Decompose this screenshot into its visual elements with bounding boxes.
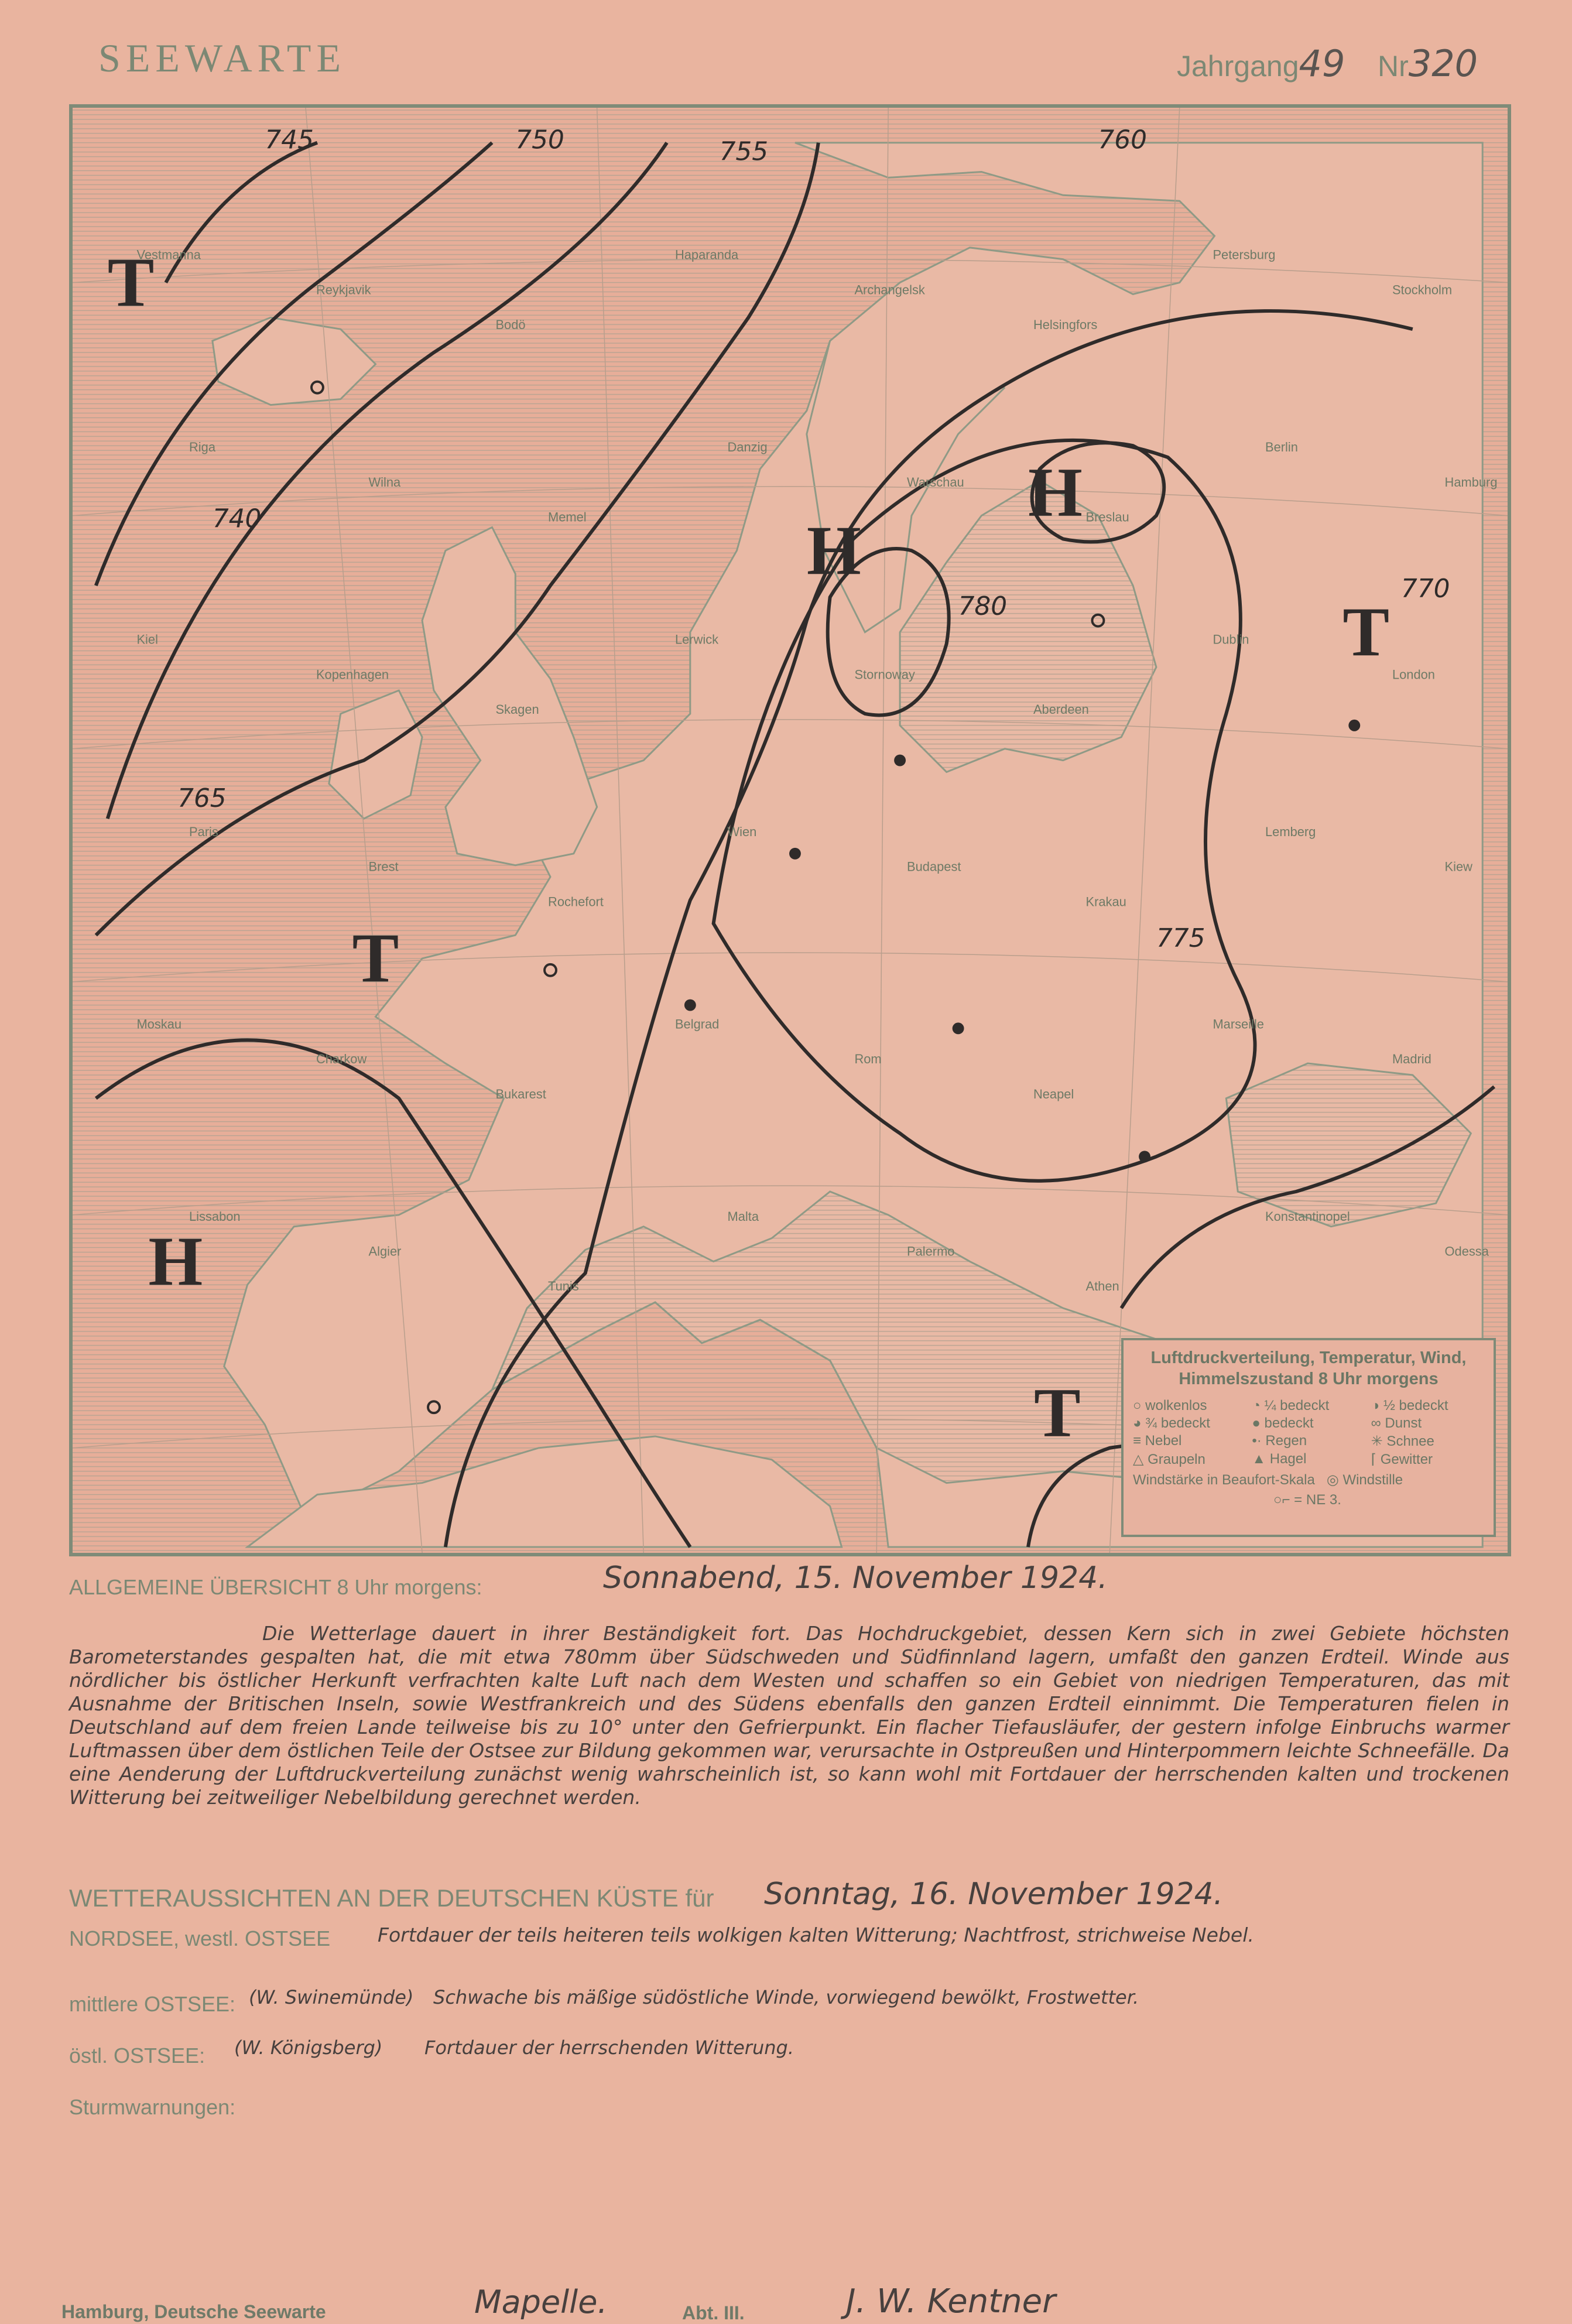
forecast-region-mittlere-ostsee: mittlere OSTSEE: (69, 1992, 236, 2016)
forecast-region-nordsee: NORDSEE, westl. OSTSEE (69, 1926, 331, 1950)
forecast-region-oestl-ostsee: östl. OSTSEE: (69, 2044, 206, 2068)
legend-item: ◕ ¾ bedeckt (1133, 1415, 1210, 1431)
legend-title: Luftdruckverteilung, Temperatur, Wind, Himmelszustand 8 Uhr morgens (1150, 1348, 1467, 1388)
legend-beaufort: Windstärke in Beaufort-Skala (1133, 1472, 1315, 1488)
place-label: Belgrad (674, 1016, 720, 1032)
legend-item: ≡ Nebel (1133, 1433, 1182, 1449)
legend-item: •· Regen (1252, 1433, 1307, 1449)
place-label: Dublin (1213, 632, 1249, 647)
isobar-label-745: 745 (265, 125, 314, 155)
place-label: Berlin (1265, 440, 1298, 455)
pressure-center-low: T (1033, 1374, 1081, 1452)
place-label: Tunis (548, 1279, 579, 1294)
forecast-text-oestl-ostsee: Fortdauer der herrschenden Witterung. (424, 2037, 794, 2059)
place-label: Odessa (1444, 1244, 1489, 1259)
storm-warnings-label: Sturmwarnungen: (69, 2095, 236, 2119)
place-label: Hamburg (1444, 474, 1498, 490)
forecast-station-swinemuende: (W. Swinemünde) (249, 1986, 414, 2008)
map-legend (1121, 1338, 1496, 1537)
place-label: Helsingfors (1033, 317, 1098, 333)
place-label: Aberdeen (1033, 701, 1089, 717)
place-label: Wilna (368, 474, 401, 490)
place-label: Madrid (1392, 1052, 1431, 1067)
place-label: Lissabon (189, 1209, 241, 1224)
pressure-center-high: H (806, 512, 861, 590)
place-label: Skagen (495, 701, 539, 717)
place-label: Palermo (907, 1244, 955, 1259)
legend-item: ▲ Hagel (1252, 1451, 1307, 1467)
forecast-station-koenigsberg: (W. Königsberg) (234, 2037, 383, 2059)
isobar-label-740: 740 (212, 504, 262, 534)
isobar-label-775: 775 (1156, 923, 1205, 954)
place-label: Algier (368, 1244, 402, 1259)
pressure-center-low: T (107, 244, 155, 321)
forecast-text-nordsee: Fortdauer der teils heiteren teils wolkigen kalten Witterung; Nachtfrost, strichweise Nebel. (378, 1923, 1254, 1946)
pressure-center-low: T (1342, 593, 1390, 671)
place-label: Petersburg (1213, 247, 1276, 262)
legend-item: ◑ ½ bedeckt (1371, 1398, 1448, 1413)
place-label: Lerwick (674, 632, 719, 647)
jahrgang-value: 49 (1299, 42, 1345, 85)
place-label: Stornoway (854, 667, 915, 682)
forecast-text-mittlere-ostsee: Schwache bis mäßige südöstliche Winde, vorwiegend bewölkt, Frostwetter. (433, 1986, 1139, 2008)
legend-item: ∞ Dunst (1371, 1415, 1422, 1431)
publisher: Hamburg, Deutsche Seewarte (61, 2301, 326, 2322)
legend-item: ○ wolkenlos (1133, 1398, 1207, 1413)
overview-text: Die Wetterlage dauert in ihrer Beständigkeit fort. Das Hochdruckgebiet, dessen Kern sich in zwei Gebiete höchsten Barometerstandes gespalten hat, die mit etwa 780mm über Südschweden und Südfinnland lagern, umfaßt den ganzen Erdteil. Winde aus nördlicher bis östlicher Herkunft verfrachten kalte Luft nach dem Westen und schaffen so ein Gebiet von niedrigen Temperaturen, das mit Ausnahme der Britischen Inseln, sowie Westfrankreich und des Südens ebenfalls den ganzen Erdteil einnimmt. Die Temperaturen fielen in Deutschland auf dem freien Lande teilweise bis zu 10° unter den Gefrierpunkt. Ein flacher Tiefausläufer, der gestern infolge Einbruchs warmer Luftmassen über dem östlichen Teile der Ostsee zur Bildung gekommen war, verursachte in Ostpreußen und Hinterpommern leichte Schneefälle. Da eine Aenderung der Luftdruckverteilung zunächst wenig wahrscheinlich ist, so kann wohl mit Fortdauer der herrschenden kalten und trockenen Witterung bei zeitweiliger Nebelbildung gerechnet werden. (69, 1622, 1509, 1809)
forecast-label: WETTERAUSSICHTEN AN DER DEUTSCHEN KÜSTE für (69, 1884, 714, 1912)
place-label: Paris (189, 824, 218, 839)
place-label: Reykjavik (316, 282, 371, 297)
wind-arrow-icon: ○⌐ = (1273, 1492, 1303, 1508)
nr-value: 320 (1408, 42, 1478, 85)
place-label: Stockholm (1392, 282, 1453, 297)
forecast-date: Sonntag, 16. November 1924. (764, 1877, 1224, 1912)
place-label: Kiew (1444, 859, 1472, 874)
place-label: Krakau (1085, 894, 1126, 909)
legend-footer (1133, 1471, 1484, 1488)
legend-item: △ Graupeln (1133, 1452, 1205, 1467)
place-label: Rochefort (548, 894, 604, 909)
legend-item: ⌈ Gewitter (1371, 1452, 1433, 1467)
place-label: Konstantinopel (1265, 1209, 1350, 1224)
place-label: Budapest (907, 859, 961, 874)
place-label: Bodö (495, 317, 526, 333)
signature-2: J. W. Kentner (846, 2282, 1056, 2320)
place-label: Kopenhagen (316, 667, 389, 682)
nr-label: Nr (1377, 50, 1409, 83)
place-label: Charkow (316, 1052, 367, 1067)
overview-label: ALLGEMEINE ÜBERSICHT 8 Uhr morgens: (69, 1575, 482, 1599)
place-label: Brest (368, 859, 399, 874)
place-label: Marseille (1213, 1016, 1264, 1032)
legend-wind-example-text: NE 3. (1306, 1492, 1341, 1508)
place-label: Riga (189, 440, 216, 455)
legend-calm: ◎ Windstille (1326, 1472, 1403, 1488)
isobar-label-755: 755 (719, 136, 769, 167)
legend-item: ✳ Schnee (1371, 1433, 1434, 1449)
place-label: Moskau (136, 1016, 182, 1032)
department: Abt. III. (682, 2302, 745, 2323)
place-label: Neapel (1033, 1086, 1074, 1101)
place-label: Haparanda (674, 247, 739, 262)
legend-grid (1133, 1398, 1484, 1468)
place-label: Danzig (727, 440, 768, 455)
place-label: Athen (1085, 1279, 1119, 1294)
weather-map-canvas (73, 108, 1508, 1553)
pressure-center-high: H (1028, 453, 1083, 531)
jahrgang-label: Jahrgang (1177, 50, 1299, 83)
issue-info (1177, 42, 1478, 85)
isobar-label-765: 765 (177, 783, 227, 814)
place-label: London (1392, 667, 1435, 682)
legend-item: ◔ ¼ bedeckt (1252, 1398, 1330, 1413)
overview-date: Sonnabend, 15. November 1924. (603, 1560, 1108, 1596)
isobar-label-760: 760 (1098, 125, 1147, 155)
place-label: Archangelsk (854, 282, 925, 297)
page-title: SEEWARTE (98, 36, 346, 80)
isobar-label-750: 750 (515, 125, 564, 155)
place-label: Vestmanna (136, 247, 201, 262)
place-label: Breslau (1085, 509, 1129, 525)
place-label: Wien (727, 824, 757, 839)
legend-item: ● bedeckt (1252, 1415, 1314, 1431)
signature-1: Mapelle. (474, 2284, 608, 2320)
pressure-center-high: H (148, 1223, 203, 1300)
place-label: Malta (727, 1209, 759, 1224)
place-label: Warschau (907, 474, 964, 490)
isobar-label-770: 770 (1400, 573, 1450, 604)
place-label: Bukarest (495, 1086, 546, 1101)
place-label: Rom (854, 1052, 882, 1067)
legend-wind-example (1133, 1492, 1484, 1508)
isobar-label-780: 780 (958, 591, 1008, 621)
place-label: Lemberg (1265, 824, 1316, 839)
place-label: Memel (548, 509, 587, 525)
pressure-center-low: T (352, 919, 399, 997)
place-label: Kiel (136, 632, 158, 647)
